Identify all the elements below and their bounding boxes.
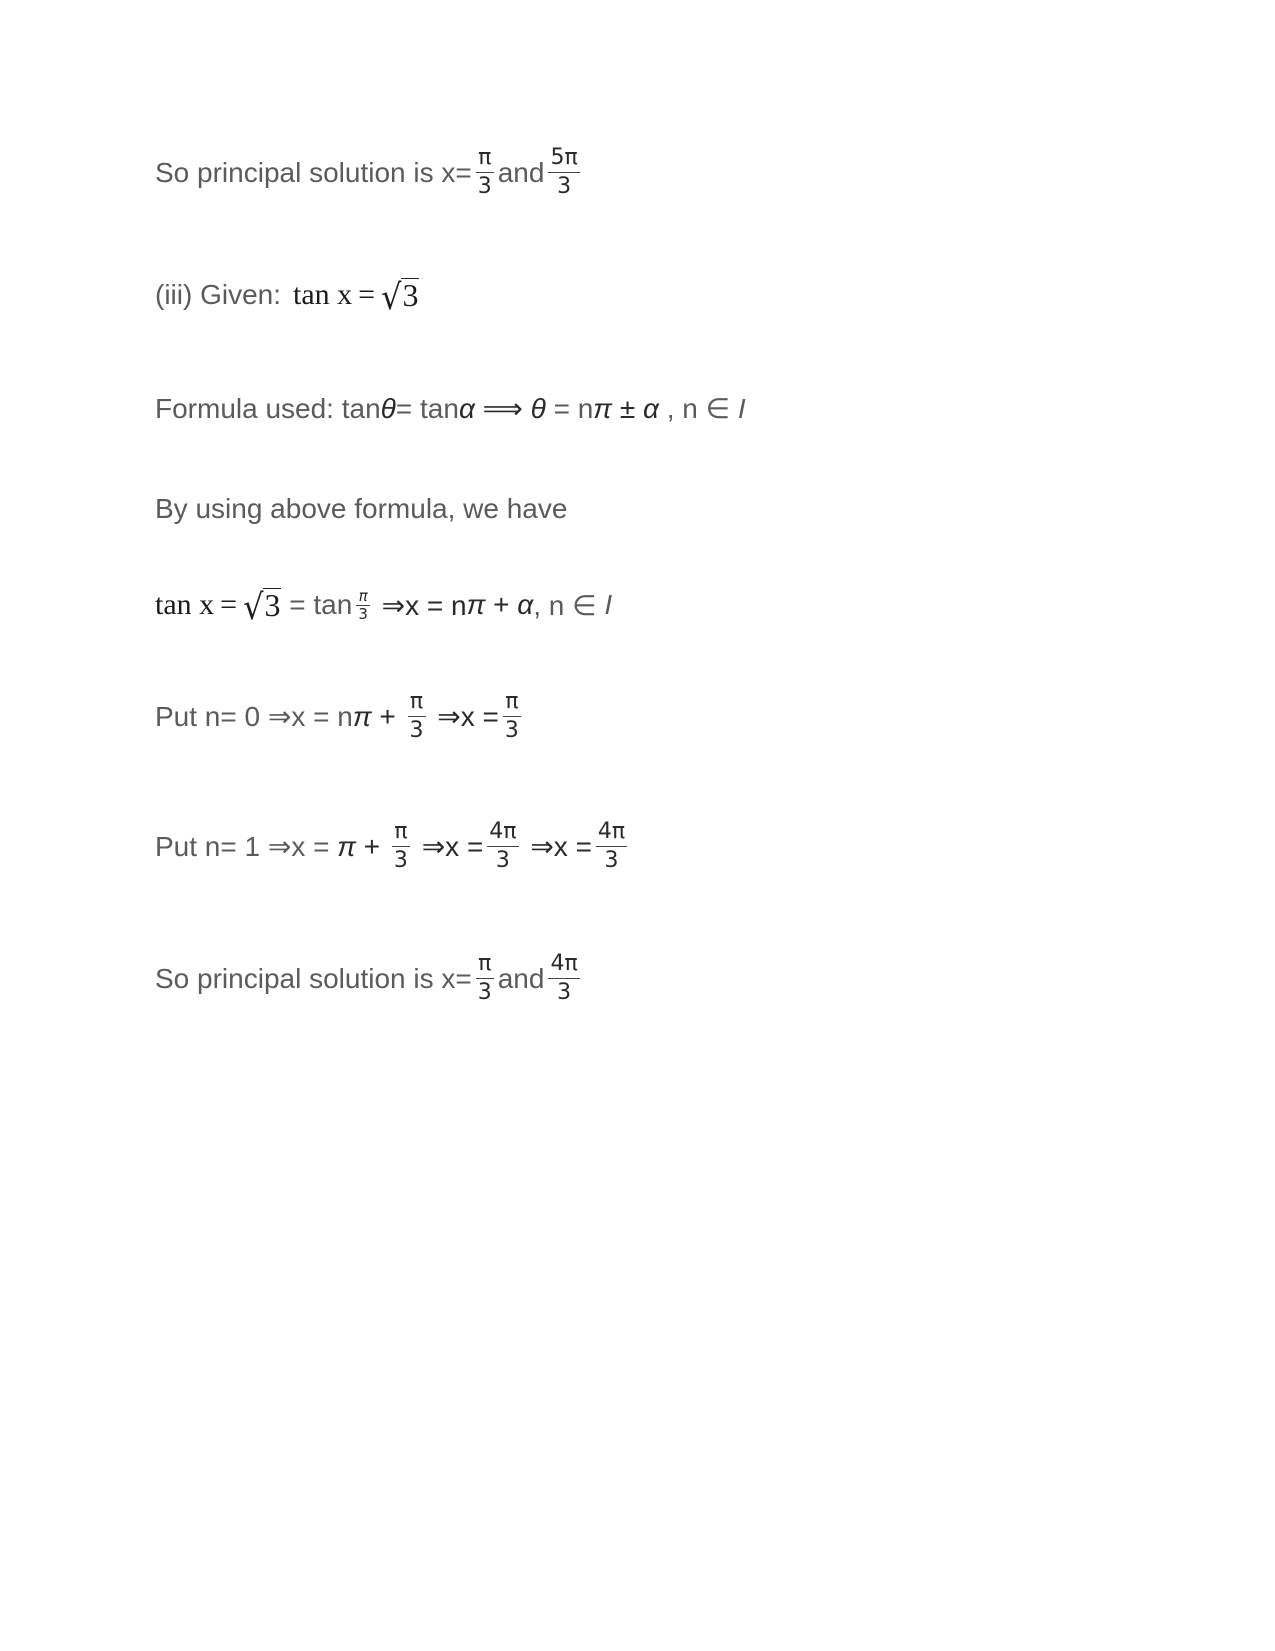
theta-symbol-2: θ <box>530 392 546 424</box>
plus-symbol-3: + <box>356 830 388 862</box>
equals-n: = n <box>545 392 594 424</box>
principal-solution-line-1 <box>155 146 584 199</box>
formula-label: Formula used: tan <box>155 392 381 424</box>
equals-sign: = <box>358 278 376 312</box>
theta-symbol: θ <box>380 392 396 424</box>
fraction-4pi-over-3-c: $\frac{4\pi}{3}$ <box>550 951 578 1005</box>
fraction-5pi-over-3: $\frac{5\pi}{3}$ <box>550 145 578 199</box>
put-n-1-label: Put n= 1 ⇒x = <box>155 831 338 862</box>
tan-x-derivation-line <box>155 585 613 628</box>
fraction-pi-over-3-small: $\frac{\pi}{3}$ <box>358 586 368 623</box>
principal-solution-text: So principal solution is x= <box>155 156 472 188</box>
implies-x-equals-2: ⇒x = <box>413 831 484 862</box>
principal-solution-line-2 <box>155 952 584 1005</box>
formula-used-line <box>155 392 746 425</box>
alpha-symbol-3: α <box>517 589 534 621</box>
fraction-4pi-over-3: $\frac{4\pi}{3}$ <box>489 819 517 873</box>
equals-tan: = tan <box>281 589 353 621</box>
given-line <box>155 275 419 318</box>
pi-symbol-4: π <box>337 830 356 862</box>
put-n-0-label: Put n= 0 ⇒x = n <box>155 701 353 732</box>
fraction-pi-over-3: $\frac{\pi}{3}$ <box>477 145 492 199</box>
integer-set-symbol-2: I <box>604 589 613 621</box>
implies-x-equals-n: ⇒x = n <box>373 589 467 621</box>
formula-equals-tan: = tan <box>395 392 459 424</box>
pi-symbol: π <box>593 392 613 424</box>
integer-set-symbol: I <box>737 392 746 424</box>
and-text: and <box>497 156 545 188</box>
pi-symbol-3: π <box>352 700 372 732</box>
implies-x-equals: ⇒x = <box>429 701 499 732</box>
implies-x-equals-3: ⇒x = <box>522 831 592 862</box>
put-n-0-line <box>155 690 525 743</box>
by-using-formula-line <box>155 493 567 525</box>
n-element-of-2: , n ∈ <box>533 589 605 621</box>
plus-symbol: + <box>485 589 518 621</box>
tan-x-expression: tan x <box>293 278 353 312</box>
plus-minus-symbol: ± <box>612 392 643 424</box>
tan-x-expression-2: tan x <box>155 588 215 622</box>
equals-sign-2: = <box>220 588 238 622</box>
sqrt-3-2: √ 3 <box>243 585 281 628</box>
n-element-of: , n ∈ <box>658 393 738 424</box>
pi-symbol-2: π <box>466 589 486 621</box>
by-using-formula-text: By using above formula, we have <box>155 493 568 524</box>
fraction-pi-over-3-e: $\frac{\pi}{3}$ <box>477 951 492 1005</box>
fraction-pi-over-3-b: $\frac{\pi}{3}$ <box>409 689 424 743</box>
and-text-2: and <box>497 962 545 994</box>
alpha-symbol-2: α <box>643 392 659 424</box>
principal-solution-text-2: So principal solution is x= <box>155 962 472 994</box>
put-n-1-line <box>155 820 631 873</box>
plus-symbol-2: + <box>371 700 404 732</box>
sqrt-3: √ 3 <box>381 275 419 318</box>
alpha-symbol: α <box>458 392 475 424</box>
fraction-4pi-over-3-b: $\frac{4\pi}{3}$ <box>597 819 626 873</box>
fraction-pi-over-3-d: $\frac{\pi}{3}$ <box>393 819 408 873</box>
fraction-pi-over-3-c: $\frac{\pi}{3}$ <box>504 689 519 743</box>
implies-symbol: ⟹ <box>474 393 531 424</box>
given-label: (iii) Given: <box>155 279 282 311</box>
